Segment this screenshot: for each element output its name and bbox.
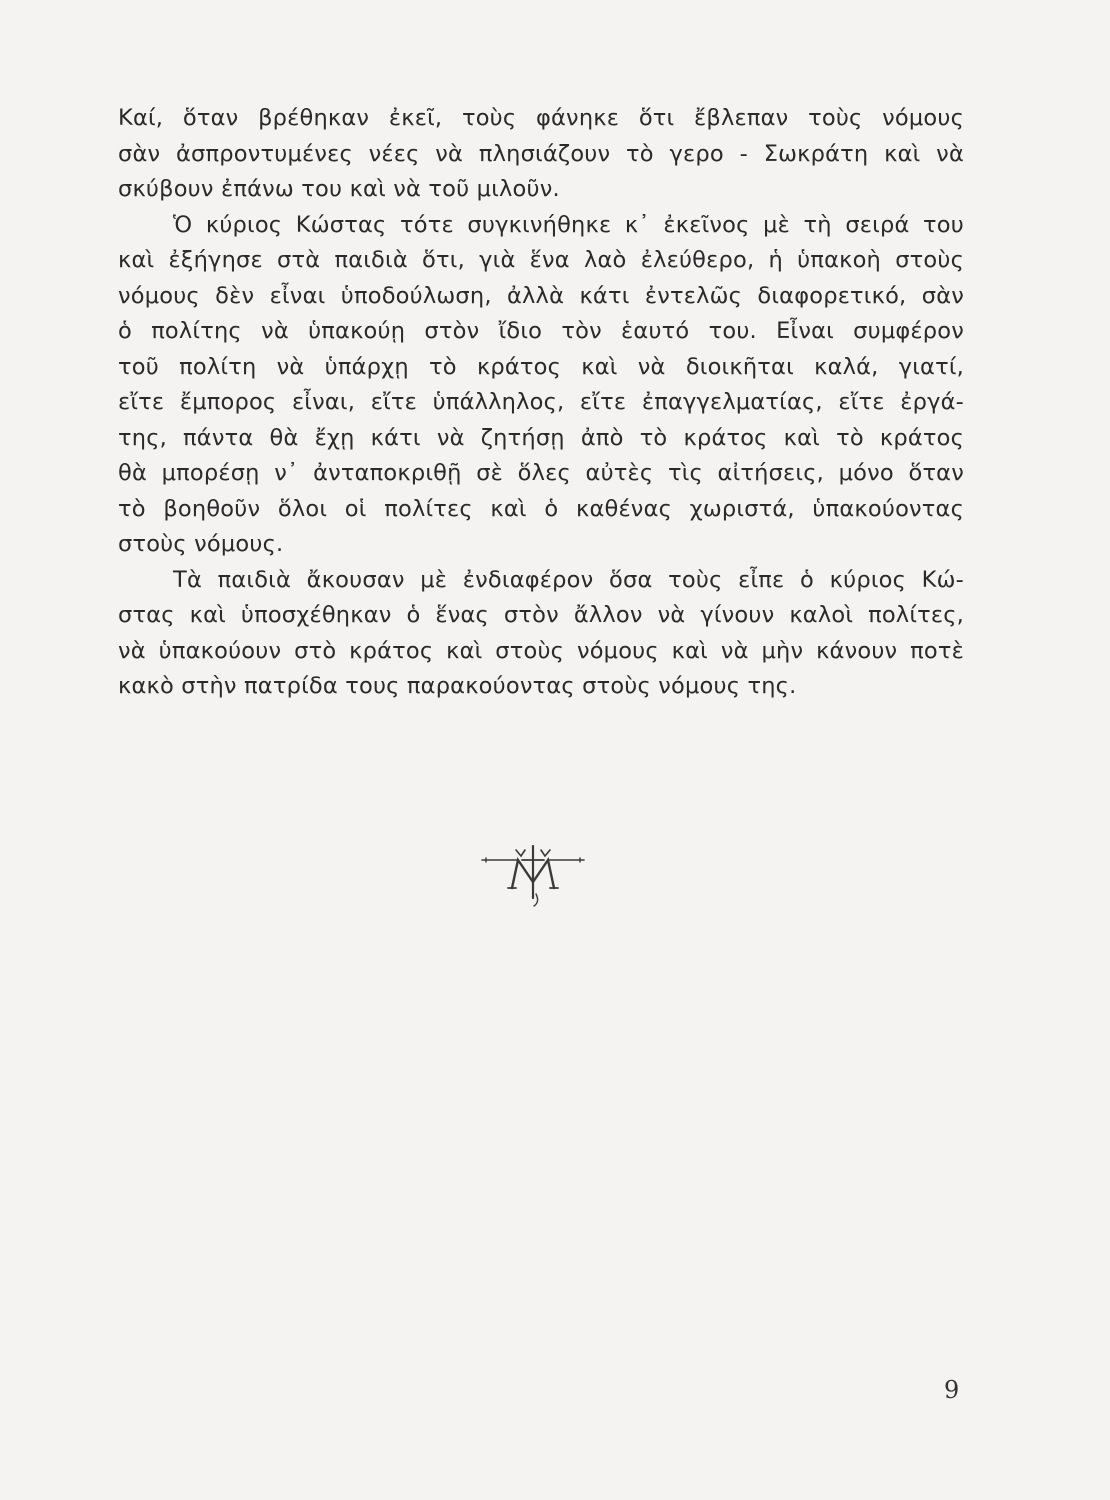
text-line: τοῦ πολίτη νὰ ὑπάρχῃ τὸ κράτος καὶ νὰ διοικῆται καλά, γιατί,	[118, 353, 964, 380]
text-line: ὁ πολίτης νὰ ὑπακούῃ στὸν ἴδιο τὸν ἑαυτό του. Εἶναι συμφέρον	[118, 318, 964, 344]
text-line: Καί, ὅταν βρέθηκαν ἐκεῖ, τοὺς φάνηκε ὅτι ἔβλεπαν τοὺς νόμους	[118, 105, 964, 131]
text-line: νὰ ὑπακούουν στὸ κράτος καὶ στοὺς νόμους καὶ νὰ μὴν κάνουν ποτὲ	[118, 637, 964, 664]
text-line: Τὰ παιδιὰ ἄκουσαν μὲ ἐνδιαφέρον ὅσα τοὺς εἶπε ὁ κύριος Κώ-	[173, 566, 964, 593]
text-line: σκύβουν ἐπάνω του καὶ νὰ τοῦ μιλοῦν.	[118, 176, 560, 202]
text-line: θὰ μπορέσῃ ν᾿ ἀνταποκριθῇ σὲ ὅλες αὐτὲς τὶς αἰτήσεις, μόνο ὅταν	[118, 460, 964, 486]
text-line: Ὁ κύριος Κώστας τότε συγκινήθηκε κ᾿ ἐκεῖνος μὲ τὴ σειρά του	[173, 211, 964, 238]
monogram-ornament-icon	[478, 840, 588, 910]
text-line: τὸ βοηθοῦν ὅλοι οἱ πολίτες καὶ ὁ καθένας χωριστά, ὑπακούοντας	[118, 495, 964, 522]
text-line: σὰν ἀσπροντυμένες νέες νὰ πλησιάζουν τὸ γερο - Σωκράτη καὶ νὰ	[118, 140, 964, 167]
body-text	[118, 101, 964, 705]
text-line: κακὸ στὴν πατρίδα τους παρακούοντας στοὺς νόμους της.	[118, 673, 797, 699]
text-line: εἴτε ἔμπορος εἶναι, εἴτε ὑπάλληλος, εἴτε ἐπαγγελματίας, εἴτε ἐργά-	[118, 389, 964, 415]
text-line: νόμους δὲν εἶναι ὑποδούλωση, ἀλλὰ κάτι ἐντελῶς διαφορετικό, σὰν	[118, 282, 964, 309]
page-number: 9	[944, 1376, 960, 1404]
text-line: στας καὶ ὑποσχέθηκαν ὁ ἕνας στὸν ἄλλον νὰ γίνουν καλοὶ πολίτες,	[118, 602, 964, 628]
text-line: της, πάντα θὰ ἔχῃ κάτι νὰ ζητήσῃ ἀπὸ τὸ κράτος καὶ τὸ κράτος	[118, 424, 964, 451]
text-line: καὶ ἐξήγησε στὰ παιδιὰ ὅτι, γιὰ ἕνα λαὸ ἐλεύθερο, ἡ ὑπακοὴ στοὺς	[118, 247, 964, 273]
text-line: στοὺς νόμους.	[118, 531, 284, 557]
